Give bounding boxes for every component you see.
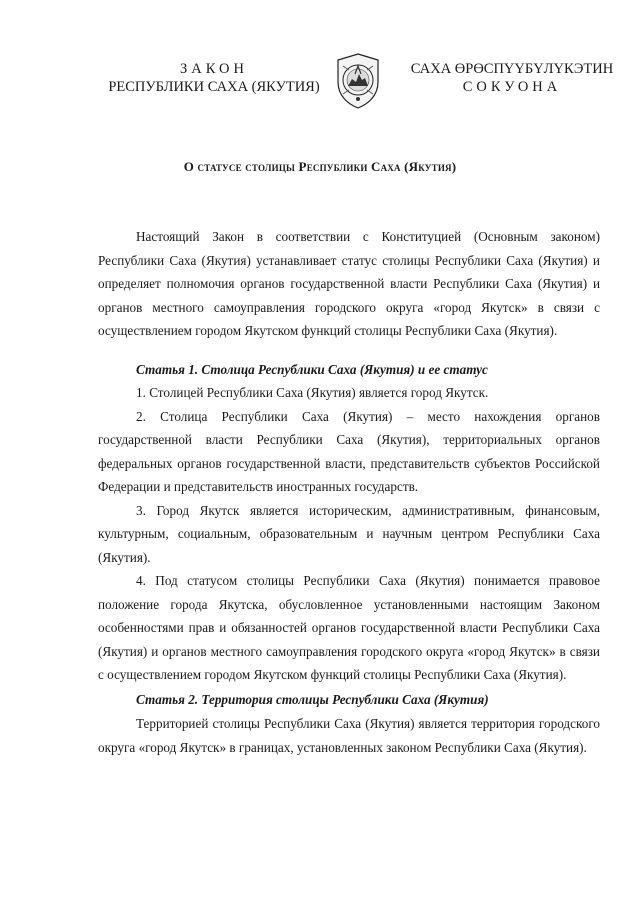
article-1-body <box>98 381 600 687</box>
coat-of-arms-icon <box>333 52 383 110</box>
document-title: О статусе столицы Республики Саха (Якутия) <box>183 159 457 174</box>
article-2-heading: Статья 2. Территория столицы Республики Саха (Якутия) <box>136 692 489 707</box>
header-left-line2: РЕСПУБЛИКИ САХА (ЯКУТИЯ) <box>108 79 320 95</box>
article-2-paragraph-1: Территорией столицы Республики Саха (Якутия) является территория городского округа «город Якутск» в границах, установленных законом Республики Саха (Якутия). <box>98 716 600 755</box>
header-right-line1: САХА ӨРӨСПҮҮБҮЛҮКЭТИН <box>410 61 614 77</box>
article-1-paragraph-2: 2. Столица Республики Саха (Якутия) – место нахождения органов государственной власти Республики Саха (Якутия), территориальных органов федеральных органов государственной власти, представительств субъектов Российской Федерации и представительств иностранных государств. <box>98 408 600 494</box>
header-right <box>402 60 622 96</box>
header-right-line2: СОКУОНА <box>462 79 562 95</box>
article-1-paragraph-3: 3. Город Якутск является историческим, административным, финансовым, культурным, социальным, образовательным и научным центром Республики Саха (Якутия). <box>98 502 600 565</box>
article-1-heading: Статья 1. Столица Республики Саха (Якутия) и ее статус <box>136 362 488 377</box>
preamble-paragraph: Настоящий Закон в соответствии с Конституцией (Основным законом) Республики Саха (Якутия) устанавливает статус столицы Республики Саха (Якутия) и определяет полномочия органов государственной власти Республики Саха (Якутия) и органов местного самоуправления городского округа «город Якутск» в связи с осуществлением городом Якутском функций столицы Республики Саха (Якутия). <box>98 229 600 338</box>
article-1-paragraph-1: 1. Столицей Республики Саха (Якутия) является город Якутск. <box>136 385 489 400</box>
header-left-line1: ЗАКОН <box>180 61 248 77</box>
article-2-body <box>98 712 600 759</box>
article-1-paragraph-4: 4. Под статусом столицы Республики Саха (Якутия) понимается правовое положение города Якутска, обусловленное установленными настоящим Законом особенностями прав и обязанностей органов государственной власти Республики Саха (Якутия) и органов местного самоуправления городского округа «город Якутск» в связи с осуществлением городом Якутском функций столицы Республики Саха (Якутия). <box>98 573 600 682</box>
preamble <box>98 225 600 343</box>
header-left <box>108 60 320 96</box>
